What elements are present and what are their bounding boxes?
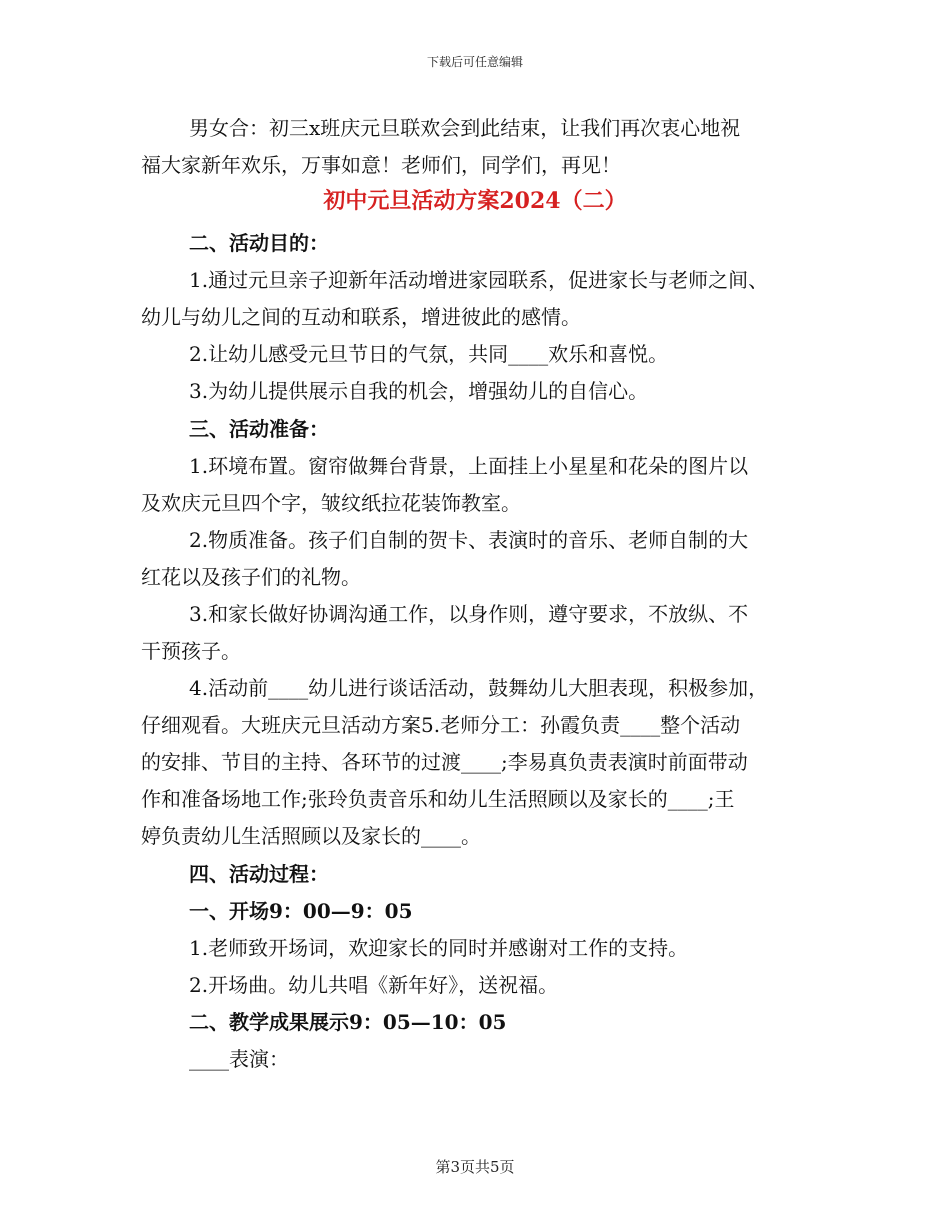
prep-item3-line1: 3.和家长做好协调沟通工作，以身作则，遵守要求，不放纵、不 <box>189 602 749 626</box>
process-part2-item1: ____表演： <box>189 1047 289 1071</box>
goals-item1-line1: 1.通过元旦亲子迎新年活动增进家园联系，促进家长与老师之间、 <box>189 268 769 292</box>
page-number: 第3页共5页 <box>435 1158 515 1176</box>
closing-line-1: 男女合：初三x班庆元旦联欢会到此结束，让我们再次衷心地祝 <box>189 116 741 140</box>
prep-item2-line1: 2.物质准备。孩子们自制的贺卡、表演时的音乐、老师自制的大 <box>189 528 749 552</box>
process-part1-item1: 1.老师致开场词，欢迎家长的同时并感谢对工作的支持。 <box>189 936 689 960</box>
prep-item4-line4: 作和准备场地工作;张玲负责音乐和幼儿生活照顾以及家长的____;王 <box>141 787 735 811</box>
section-prep-heading: 三、活动准备： <box>189 417 329 441</box>
prep-item4-line5: 婷负责幼儿生活照顾以及家长的____。 <box>141 824 481 848</box>
section-process-heading: 四、活动过程： <box>189 862 329 886</box>
goals-item1-line2: 幼儿与幼儿之间的互动和联系，增进彼此的感情。 <box>141 305 581 329</box>
section-goals-heading: 二、活动目的： <box>189 231 329 255</box>
prep-item1-line2: 及欢庆元旦四个字，皱纹纸拉花装饰教室。 <box>141 491 521 515</box>
process-part1-item2: 2.开场曲。幼儿共唱《新年好》，送祝福。 <box>189 973 559 997</box>
process-part1-heading: 一、开场9：00—9：05 <box>189 899 413 923</box>
document-title: 初中元旦活动方案2024（二） <box>323 188 627 214</box>
goals-item2: 2.让幼儿感受元旦节日的气氛，共同____欢乐和喜悦。 <box>189 342 669 366</box>
prep-item4-line2: 仔细观看。大班庆元旦活动方案5.老师分工：孙霞负责____整个活动 <box>141 713 741 737</box>
goals-item3: 3.为幼儿提供展示自我的机会，增强幼儿的自信心。 <box>189 379 649 403</box>
prep-item4-line1: 4.活动前____幼儿进行谈话活动，鼓舞幼儿大胆表现，积极参加， <box>189 676 769 700</box>
closing-line-2: 福大家新年欢乐，万事如意！老师们，同学们，再见！ <box>141 153 621 177</box>
prep-item3-line2: 干预孩子。 <box>141 639 241 663</box>
prep-item4-line3: 的安排、节目的主持、各环节的过渡____;李易真负责表演时前面带动 <box>141 750 748 774</box>
process-part2-heading: 二、教学成果展示9：05—10：05 <box>189 1010 507 1034</box>
prep-item1-line1: 1.环境布置。窗帘做舞台背景，上面挂上小星星和花朵的图片以 <box>189 454 749 478</box>
prep-item2-line2: 红花以及孩子们的礼物。 <box>141 565 361 589</box>
page-header-note: 下载后可任意编辑 <box>426 55 523 69</box>
